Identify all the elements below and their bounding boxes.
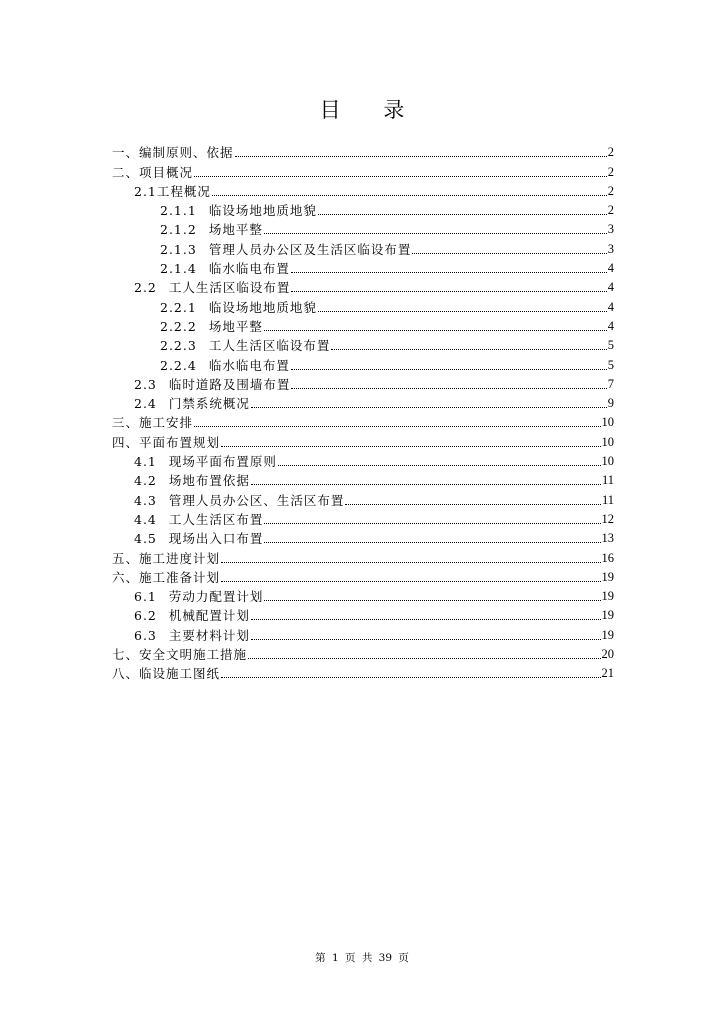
toc-entry[interactable] — [112, 508, 614, 527]
toc-entry-page: 2 — [607, 203, 614, 218]
toc-entry[interactable] — [112, 315, 614, 334]
toc-entry-number: 四、 — [112, 434, 140, 450]
toc-entry-title: 工人生活区临设布置 — [168, 280, 291, 296]
toc-entry-number: 八、 — [112, 666, 140, 682]
toc-entry[interactable] — [112, 566, 614, 585]
toc-entry[interactable] — [112, 218, 614, 237]
toc-entry-title: 管理人员办公区及生活区临设布置 — [208, 241, 412, 257]
toc-entry-title: 临水临电布置 — [208, 357, 290, 373]
toc-dot-leader — [264, 330, 607, 331]
toc-entry-number: 2.1.2 — [160, 222, 197, 238]
toc-entry-page: 5 — [607, 338, 614, 353]
toc-entry-page: 3 — [607, 222, 614, 237]
toc-entry-number: 4.5 — [134, 531, 157, 547]
toc-entry-number: 七、 — [112, 647, 140, 663]
toc-dot-leader — [291, 388, 606, 389]
toc-entry-page: 10 — [601, 454, 614, 469]
toc-dot-leader — [318, 214, 607, 215]
toc-dot-leader — [345, 504, 601, 505]
toc-entry-page: 16 — [601, 550, 614, 565]
toc-entry-number: 4.1 — [134, 454, 157, 470]
toc-entry-page: 19 — [601, 589, 614, 604]
toc-entry-number: 二、 — [112, 164, 140, 180]
toc-entry[interactable] — [112, 295, 614, 314]
toc-entry-page: 4 — [607, 318, 614, 333]
toc-entry-page: 7 — [607, 376, 614, 391]
toc-dot-leader — [221, 581, 600, 582]
toc-entry-page: 11 — [601, 492, 614, 507]
toc-entry-title: 主要材料计划 — [168, 627, 250, 643]
toc-entry-title: 现场平面布置原则 — [168, 454, 277, 470]
toc-entry-title: 临设场地地质地貌 — [208, 203, 317, 219]
toc-dot-leader — [194, 176, 607, 177]
toc-entry-page: 20 — [601, 647, 614, 662]
toc-entry[interactable] — [112, 180, 614, 199]
toc-entry-page: 5 — [607, 357, 614, 372]
toc-dot-leader — [248, 658, 600, 659]
toc-entry-page: 2 — [607, 145, 614, 160]
toc-entry-number: 2.2.2 — [160, 318, 197, 334]
toc-entry[interactable] — [112, 160, 614, 179]
toc-entry[interactable] — [112, 585, 614, 604]
toc-entry[interactable] — [112, 334, 614, 353]
toc-entry-title: 劳动力配置计划 — [168, 589, 264, 605]
toc-entry-number: 4.2 — [134, 473, 157, 489]
toc-entry-number: 2.1 — [134, 183, 157, 199]
toc-entry[interactable] — [112, 643, 614, 662]
toc-entry[interactable] — [112, 237, 614, 256]
toc-entry[interactable] — [112, 623, 614, 642]
toc-entry-number: 4.3 — [134, 492, 157, 508]
toc-dot-leader — [251, 484, 601, 485]
toc-entry-page: 10 — [601, 415, 614, 430]
toc-dot-leader — [251, 639, 601, 640]
toc-entry-number: 2.1.4 — [160, 261, 197, 277]
toc-entry-title: 场地平整 — [208, 318, 263, 334]
toc-entry[interactable] — [112, 430, 614, 449]
toc-entry-number: 三、 — [112, 415, 140, 431]
toc-entry-number: 一、 — [112, 145, 140, 161]
toc-entry-title: 平面布置规划 — [139, 434, 221, 450]
toc-entry-number: 2.1.3 — [160, 241, 197, 257]
toc-entry-title: 编制原则、依据 — [139, 145, 234, 161]
toc-entry[interactable] — [112, 469, 614, 488]
toc-entry[interactable] — [112, 392, 614, 411]
toc-entry[interactable] — [112, 276, 614, 295]
toc-entry-page: 11 — [601, 473, 614, 488]
toc-dot-leader — [221, 446, 600, 447]
toc-entry-title: 场地平整 — [208, 222, 263, 238]
toc-dot-leader — [318, 311, 607, 312]
toc-entry-page: 12 — [601, 511, 614, 526]
toc-dot-leader — [212, 195, 607, 196]
toc-title: 目 录 — [319, 98, 423, 122]
toc-entry-title: 施工准备计划 — [139, 569, 221, 585]
toc-dot-leader — [278, 465, 601, 466]
toc-entry-title: 施工进度计划 — [139, 550, 221, 566]
toc-entry[interactable] — [112, 546, 614, 565]
toc-entry-number: 2.3 — [134, 376, 157, 392]
toc-entry[interactable] — [112, 373, 614, 392]
toc-entry-number: 2.4 — [134, 396, 157, 412]
toc-entry-title: 工人生活区布置 — [168, 511, 264, 527]
toc-entry-title: 临设施工图纸 — [139, 666, 221, 682]
toc-entry-title: 工程概况 — [156, 183, 211, 199]
toc-entry-page: 10 — [601, 434, 614, 449]
toc-entry-page: 2 — [607, 164, 614, 179]
toc-dot-leader — [264, 600, 600, 601]
toc-entry-title: 现场出入口布置 — [168, 531, 264, 547]
toc-entry[interactable] — [112, 141, 614, 160]
toc-dot-leader — [264, 542, 600, 543]
toc-dot-leader — [221, 677, 600, 678]
page-footer: 第 1 页 共 39 页 — [315, 952, 409, 964]
toc-entry-title: 工人生活区临设布置 — [208, 338, 331, 354]
toc-dot-leader — [331, 349, 606, 350]
toc-dot-leader — [221, 562, 600, 563]
toc-entry-title: 施工安排 — [139, 415, 194, 431]
toc-entry-number: 2.2 — [134, 280, 157, 296]
toc-entry-title: 项目概况 — [139, 164, 194, 180]
toc-dot-leader — [291, 369, 607, 370]
toc-entry-page: 19 — [601, 608, 614, 623]
toc-dot-leader — [251, 619, 601, 620]
toc-entry-title: 安全文明施工措施 — [139, 647, 248, 663]
toc-entry-number: 六、 — [112, 569, 140, 585]
toc-entry-number: 2.1.1 — [160, 203, 197, 219]
toc-entry-number: 2.2.4 — [160, 357, 197, 373]
toc-entry[interactable] — [112, 257, 614, 276]
toc-entry-number: 2.2.1 — [160, 299, 197, 315]
toc-entry-number: 2.2.3 — [160, 338, 197, 354]
toc-entry-page: 19 — [601, 627, 614, 642]
toc-entry-page: 13 — [601, 531, 614, 546]
toc-entry-page: 3 — [607, 241, 614, 256]
toc-entry-title: 机械配置计划 — [168, 608, 250, 624]
toc-entry-page: 2 — [607, 183, 614, 198]
toc-entry-title: 临水临电布置 — [208, 261, 290, 277]
toc-dot-leader — [251, 407, 607, 408]
toc-entry-number: 6.2 — [134, 608, 157, 624]
toc-entry-page: 4 — [607, 280, 614, 295]
toc-dot-leader — [235, 156, 607, 157]
toc-entry[interactable] — [112, 450, 614, 469]
toc-entry-title: 管理人员办公区、生活区布置 — [168, 492, 345, 508]
toc-entry-number: 6.3 — [134, 627, 157, 643]
toc-entry-title: 场地布置依据 — [168, 473, 250, 489]
toc-entry-number: 6.1 — [134, 589, 157, 605]
toc-entry-number: 4.4 — [134, 511, 157, 527]
toc-dot-leader — [264, 233, 607, 234]
toc-entry[interactable] — [112, 662, 614, 681]
toc-entry-title: 临设场地地质地貌 — [208, 299, 317, 315]
toc-entry[interactable] — [112, 604, 614, 623]
toc-dot-leader — [291, 291, 606, 292]
toc-dot-leader — [194, 426, 600, 427]
toc-entry-page: 4 — [607, 261, 614, 276]
table-of-contents — [112, 141, 614, 681]
toc-entry[interactable] — [112, 199, 614, 218]
toc-entry-title: 门禁系统概况 — [168, 396, 250, 412]
toc-entry-page: 9 — [607, 396, 614, 411]
toc-dot-leader — [264, 523, 600, 524]
toc-dot-leader — [291, 272, 607, 273]
toc-entry-page: 19 — [601, 569, 614, 584]
toc-entry[interactable] — [112, 527, 614, 546]
toc-entry-title: 临时道路及围墙布置 — [168, 376, 291, 392]
toc-entry[interactable] — [112, 411, 614, 430]
toc-entry[interactable] — [112, 488, 614, 507]
toc-entry-page: 21 — [601, 666, 614, 681]
toc-dot-leader — [412, 253, 606, 254]
toc-entry[interactable] — [112, 353, 614, 372]
toc-entry-page: 4 — [607, 299, 614, 314]
toc-entry-number: 五、 — [112, 550, 140, 566]
